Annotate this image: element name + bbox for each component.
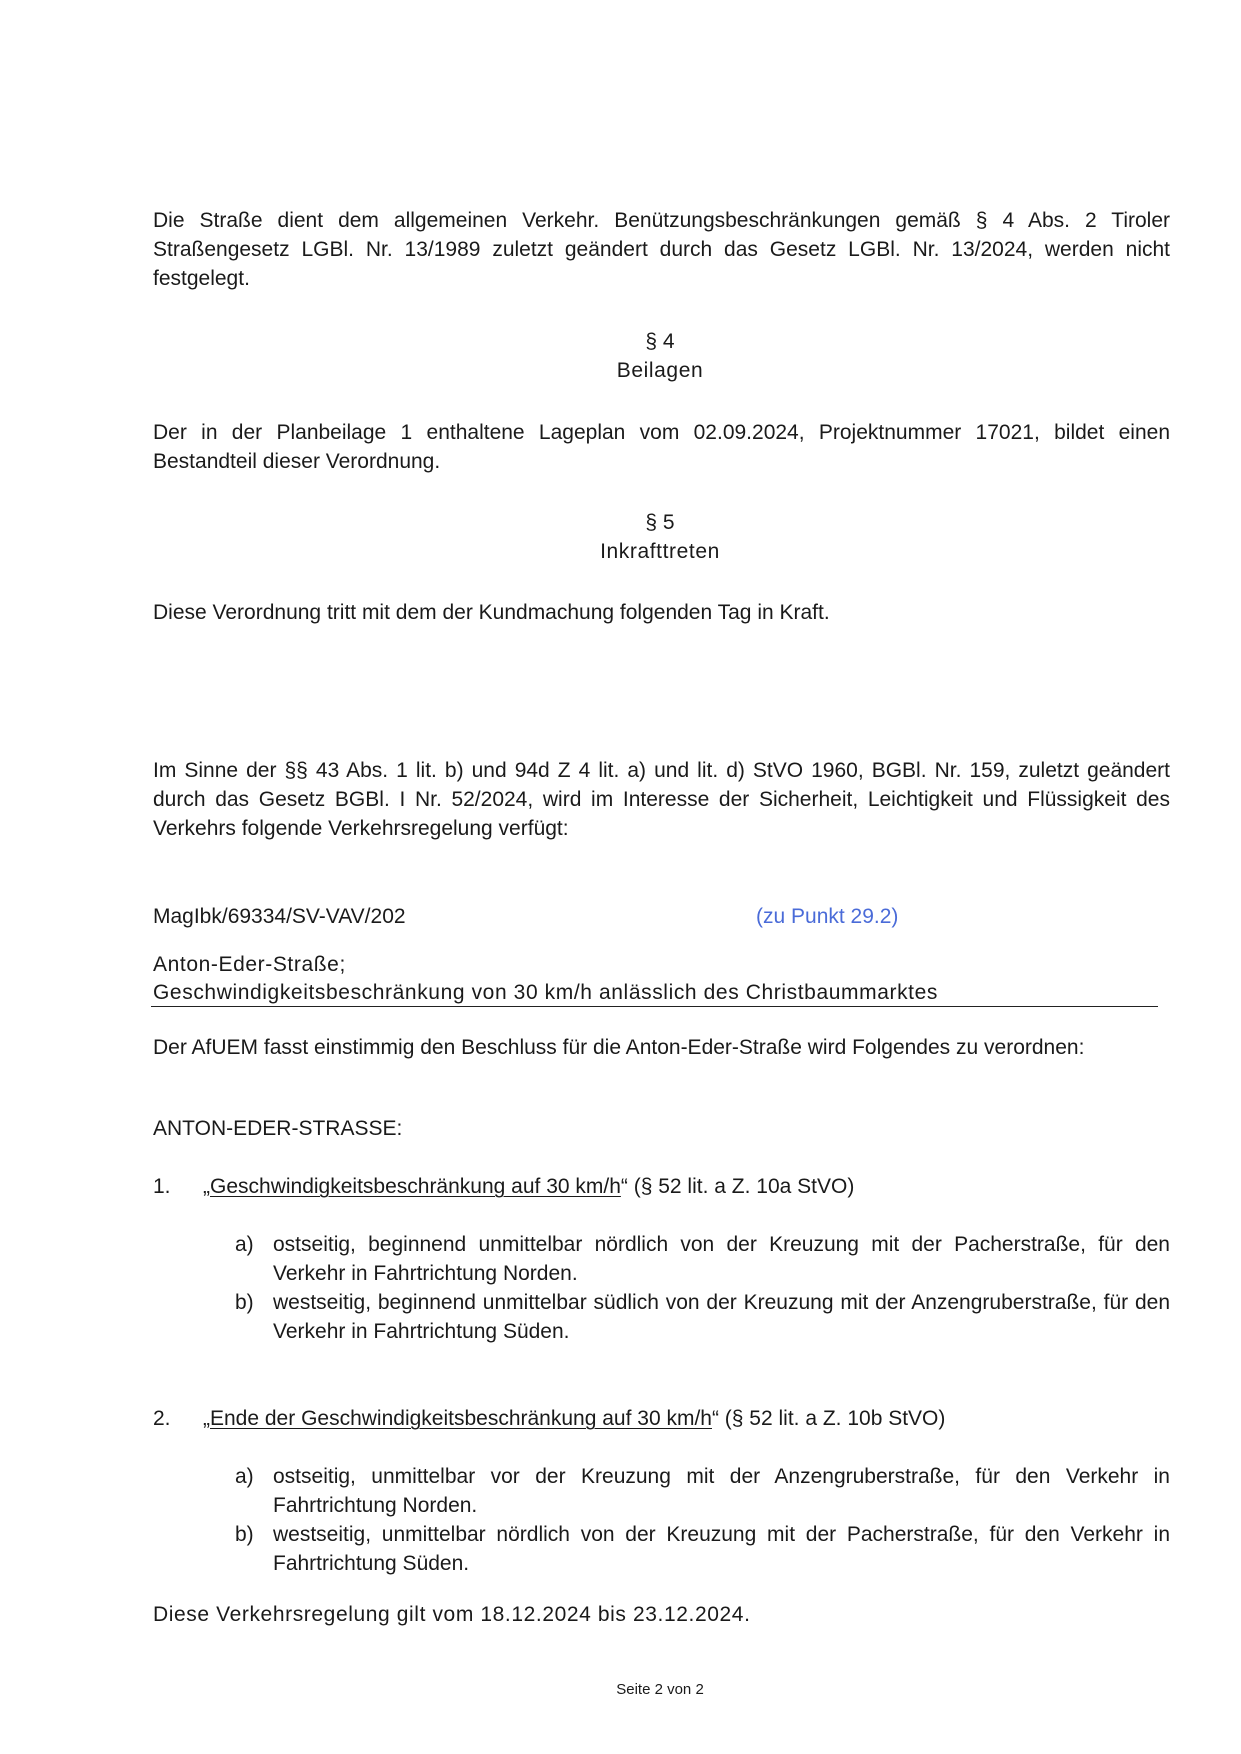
item-1-heading <box>203 1172 854 1201</box>
agenda-reference: (zu Punkt 29.2) <box>756 905 899 928</box>
intro-paragraph: Die Straße dient dem allgemeinen Verkehr. Benützungsbeschränkungen gemäß § 4 Abs. 2 Tiroler Straßengesetz LGBl. Nr. 13/1989 zuletzt geändert durch das Gesetz LGBl. Nr. 13/2024, werden nicht festgelegt. <box>153 209 1170 290</box>
item-2-sign: Ende der Geschwindigkeitsbeschränkung auf 30 km/h <box>210 1407 712 1430</box>
sub-label: b) <box>235 1523 254 1546</box>
stvo-paragraph: Im Sinne der §§ 43 Abs. 1 lit. b) und 94d Z 4 lit. a) und lit. d) StVO 1960, BGBl. Nr. 159, zuletzt geändert durch das Gesetz BGBl. I Nr. 52/2024, wird im Interesse der Sicherheit, Leichtigkeit und Flüssigkeit des Verkehrs folgende Verkehrsregelung verfügt: <box>153 759 1170 840</box>
item-1-reference: “ (§ 52 lit. a Z. 10a StVO) <box>620 1175 855 1198</box>
subject-line-2: Geschwindigkeitsbeschränkung von 30 km/h anlässlich des Christbaummarktes <box>153 981 938 1004</box>
sub-text: westseitig, unmittelbar nördlich von der Kreuzung mit der Pacherstraße, für den Verkehr in Fahrtrichtung Süden. <box>273 1523 1170 1575</box>
sub-text: ostseitig, unmittelbar vor der Kreuzung mit der Anzengruberstraße, für den Verkehr in Fahrtrichtung Norden. <box>273 1465 1170 1517</box>
page-footer: Seite 2 von 2 <box>616 1681 704 1698</box>
item-1-number: 1. <box>153 1175 171 1198</box>
section-4-title: Beilagen <box>616 359 704 382</box>
subject-line-1: Anton-Eder-Straße; <box>153 953 346 976</box>
resolution-paragraph: Der AfUEM fasst einstimmig den Beschluss für die Anton-Eder-Straße wird Folgendes zu verordnen: <box>153 1036 1085 1059</box>
subject-divider <box>151 1006 1158 1007</box>
sub-text: westseitig, beginnend unmittelbar südlich von der Kreuzung mit der Anzengruberstraße, für den Verkehr in Fahrtrichtung Süden. <box>273 1291 1170 1343</box>
item-2-number: 2. <box>153 1407 171 1430</box>
section-5-title: Inkrafttreten <box>600 540 720 563</box>
item-2-open-quote: „ <box>203 1407 210 1430</box>
file-number: MagIbk/69334/SV-VAV/202 <box>153 905 406 928</box>
item-1-open-quote: „ <box>203 1175 210 1198</box>
sub-label: a) <box>235 1233 254 1256</box>
section-5-text: Diese Verordnung tritt mit dem der Kundmachung folgenden Tag in Kraft. <box>153 601 830 624</box>
section-4-text: Der in der Planbeilage 1 enthaltene Lageplan vom 02.09.2024, Projektnummer 17021, bildet einen Bestandteil dieser Verordnung. <box>153 421 1170 473</box>
validity-statement: Diese Verkehrsregelung gilt vom 18.12.2024 bis 23.12.2024. <box>153 1603 751 1626</box>
street-heading: ANTON-EDER-STRASSE: <box>153 1117 403 1140</box>
sub-label: a) <box>235 1465 254 1488</box>
item-1-sign: Geschwindigkeitsbeschränkung auf 30 km/h <box>210 1175 621 1198</box>
item-2-heading <box>203 1404 945 1433</box>
section-5-number: § 5 <box>645 511 675 534</box>
sub-text: ostseitig, beginnend unmittelbar nördlich von der Kreuzung mit der Pacherstraße, für den Verkehr in Fahrtrichtung Norden. <box>273 1233 1170 1285</box>
sub-label: b) <box>235 1291 254 1314</box>
item-2-reference: “ (§ 52 lit. a Z. 10b StVO) <box>711 1407 946 1430</box>
section-4-number: § 4 <box>645 330 675 353</box>
